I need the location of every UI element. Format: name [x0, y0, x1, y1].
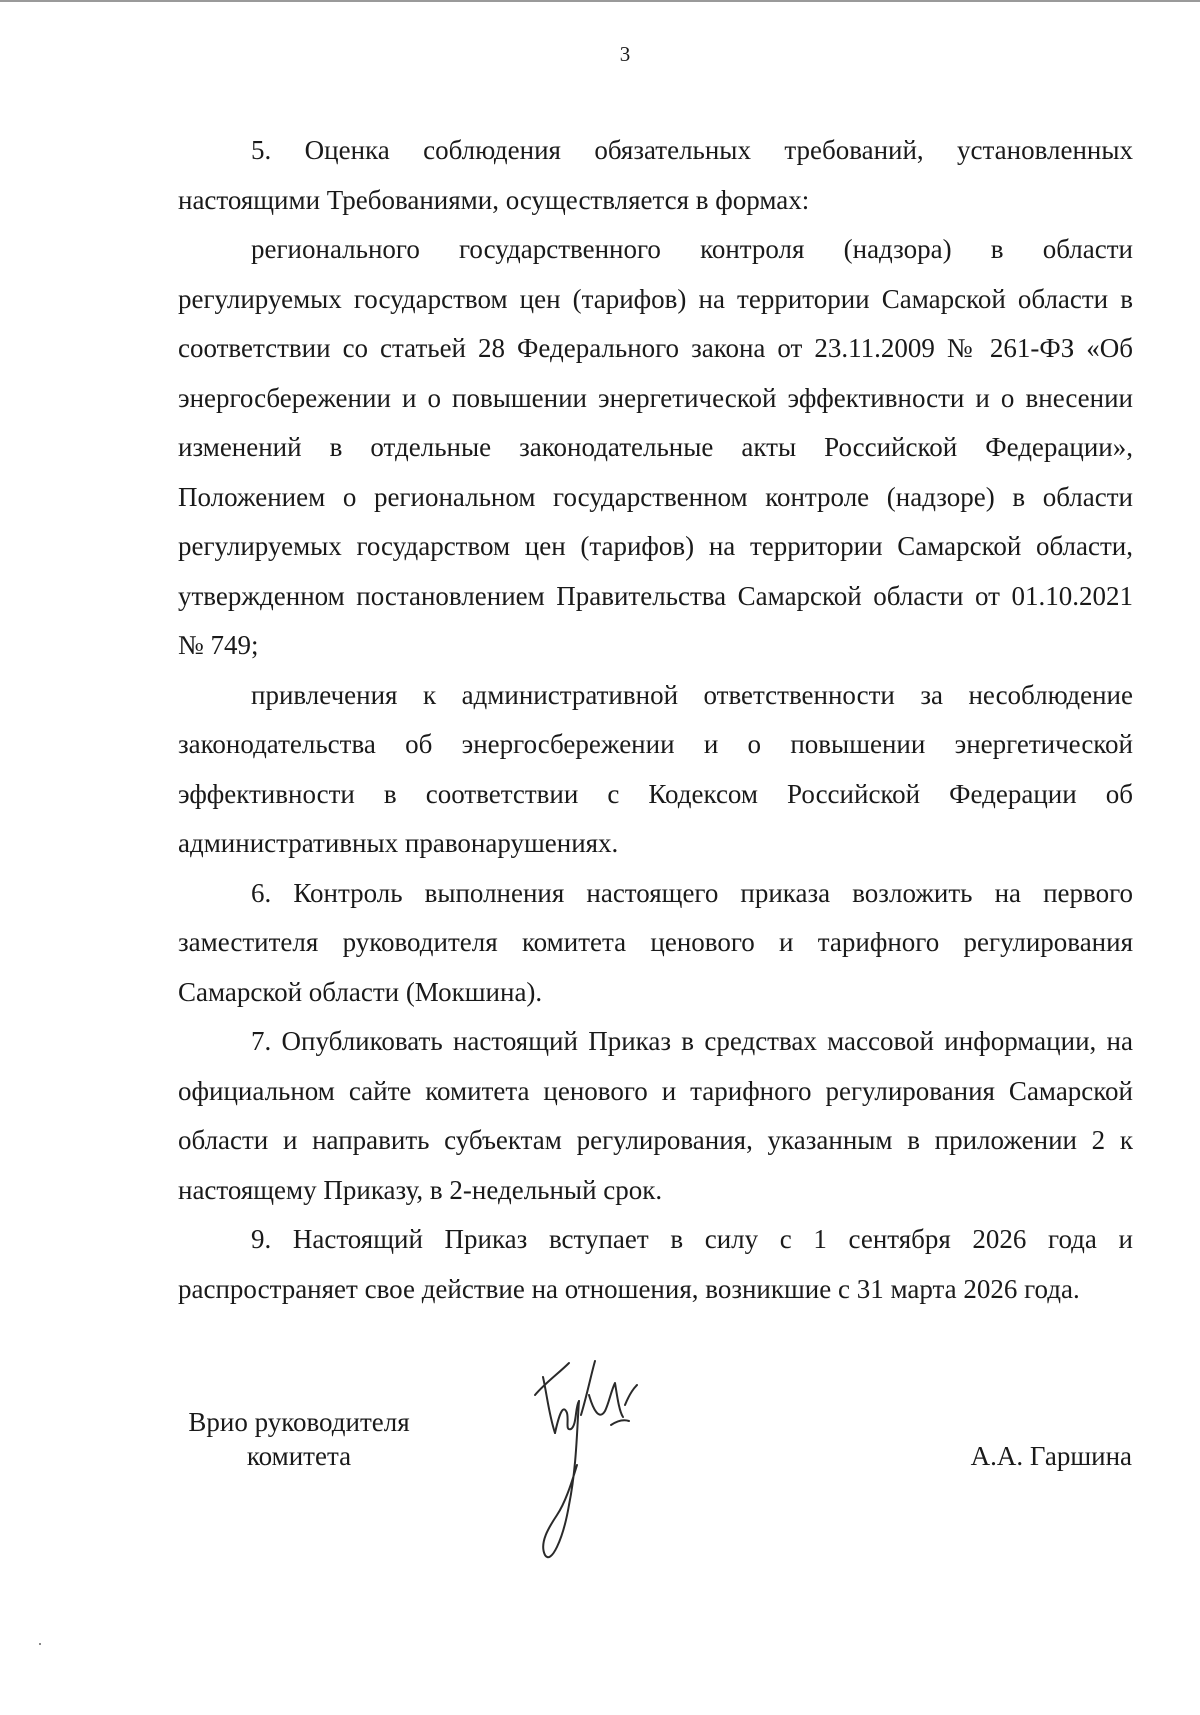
page-top-edge: [0, 0, 1200, 2]
handwritten-signature-icon: [525, 1355, 645, 1585]
scan-artifact-dot: [39, 1643, 41, 1645]
signature-block: [0, 1405, 1200, 1625]
signatory-position-line2: комитета: [246, 1441, 352, 1471]
signatory-position-line1: Врио руководителя: [188, 1407, 410, 1437]
document-body: [178, 126, 1133, 1314]
paragraph-regional-control: регионального государственного контроля (надзора) в области регулируемых государством цен (тарифов) на территории Самарской области в соответствии со статьей 28 Федерального закона от 23.11.2009 № 261-ФЗ «Об энергосбережении и о повышении энергетической эффективности и о внесении изменений в отдельные законодательные акты Российской Федерации», Положением о региональном государственном контроле (надзоре) в области регулируемых государством цен (тарифов) на территории Самарской области, утвержденном постановлением Правительства Самарской области от 01.10.2021 № 749;: [178, 234, 1133, 660]
signatory-position: [178, 1405, 420, 1473]
paragraph-9: 9. Настоящий Приказ вступает в силу с 1 сентября 2026 года и распространяет свое действие на отношения, возникшие с 31 марта 2026 года.: [178, 1224, 1133, 1304]
signatory-name: А.А. Гаршина: [970, 1441, 1132, 1471]
paragraph-6: 6. Контроль выполнения настоящего приказа возложить на первого заместителя руководителя комитета ценового и тарифного регулирования Самарской области (Мокшина).: [178, 877, 1133, 1007]
paragraph-5: 5. Оценка соблюдения обязательных требований, установленных настоящими Требованиями, осуществляется в формах:: [178, 135, 1133, 215]
page-number: 3: [619, 42, 631, 66]
paragraph-administrative-liability: привлечения к административной ответственности за несоблюдение законодательства об энергосбережении и о повышении энергетической эффективности в соответствии с Кодексом Российской Федерации об административных правонарушениях.: [178, 679, 1133, 858]
paragraph-7: 7. Опубликовать настоящий Приказ в средствах массовой информации, на официальном сайте комитета ценового и тарифного регулирования Самарской области и направить субъектам регулирования, указанным в приложении 2 к настоящему Приказу, в 2-недельный срок.: [178, 1026, 1133, 1205]
